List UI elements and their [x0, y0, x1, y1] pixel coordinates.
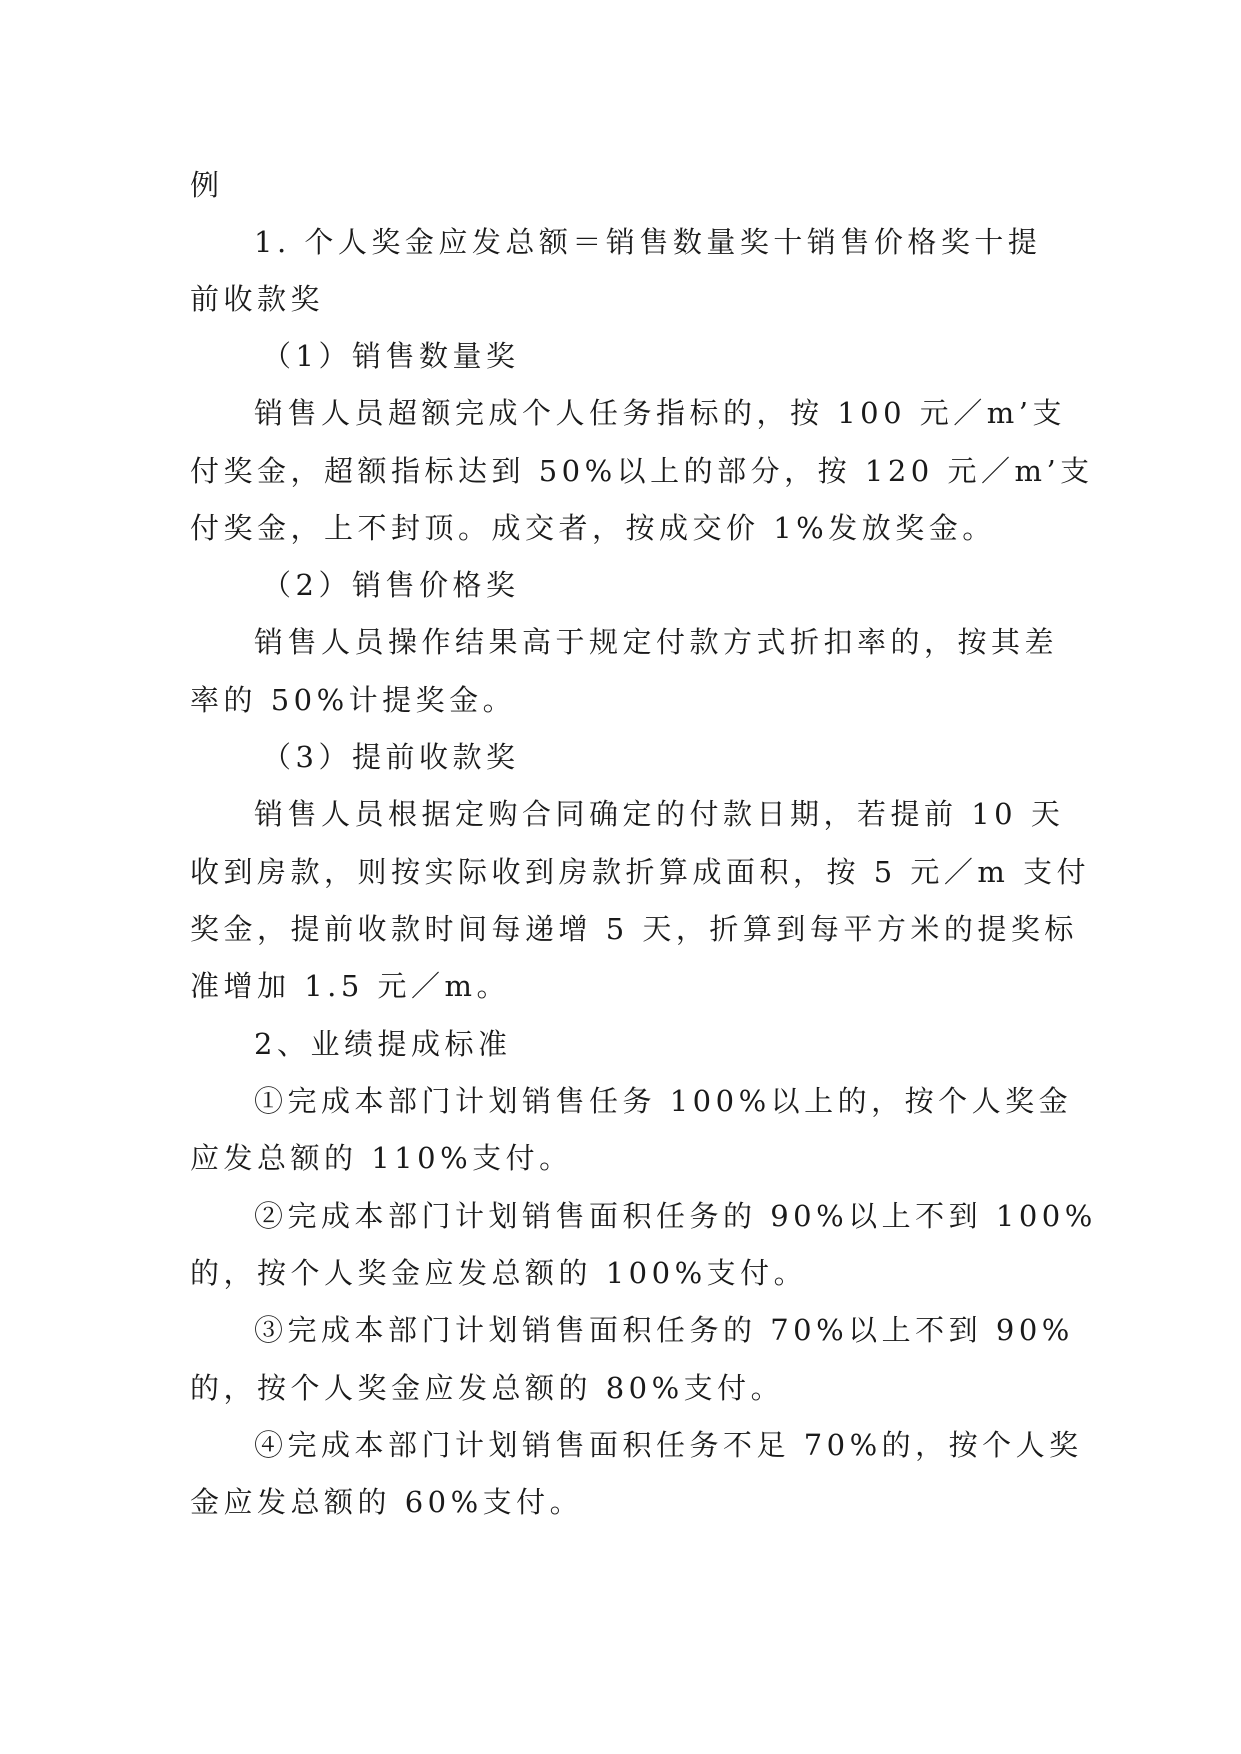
text-line: 率的 50%计提奖金。	[190, 683, 517, 717]
text-line: 销售人员根据定购合同确定的付款日期，若提前 10 天	[254, 797, 1065, 831]
text-line: 前收款奖	[190, 282, 325, 316]
section-heading: （1）销售数量奖	[262, 339, 520, 373]
text-line: 准增加 1.5 元／m。	[190, 969, 511, 1003]
section-heading: （2）销售价格奖	[262, 568, 520, 602]
section-heading: 2、业绩提成标准	[254, 1027, 512, 1061]
text-line: 收到房款，则按实际收到房款折算成面积，按 5 元／m 支付	[190, 855, 1091, 889]
text-line: 付奖金，上不封顶。成交者，按成交价 1%发放奖金。	[190, 511, 996, 545]
text-line: 应发总额的 110%支付。	[190, 1141, 573, 1175]
text-line: ②完成本部门计划销售面积任务的 90%以上不到 100%	[254, 1199, 1097, 1233]
section-heading: （3）提前收款奖	[262, 740, 520, 774]
text-line: 的，按个人奖金应发总额的 100%支付。	[190, 1256, 808, 1290]
text-line: 销售人员操作结果高于规定付款方式折扣率的，按其差	[254, 625, 1059, 659]
text-line: 例	[190, 168, 224, 202]
text-line: 的，按个人奖金应发总额的 80%支付。	[190, 1371, 785, 1405]
text-line: 付奖金，超额指标达到 50%以上的部分，按 120 元／m’支	[190, 454, 1094, 488]
text-line: 1. 个人奖金应发总额＝销售数量奖十销售价格奖十提	[254, 225, 1042, 259]
text-line: 奖金，提前收款时间每递增 5 天，折算到每平方米的提奖标	[190, 912, 1078, 946]
text-line: 销售人员超额完成个人任务指标的，按 100 元／m’支	[254, 396, 1067, 430]
text-line: ④完成本部门计划销售面积任务不足 70%的，按个人奖	[254, 1428, 1083, 1462]
text-line: ①完成本部门计划销售任务 100%以上的，按个人奖金	[254, 1084, 1073, 1118]
text-line: ③完成本部门计划销售面积任务的 70%以上不到 90%	[254, 1313, 1074, 1347]
text-line: 金应发总额的 60%支付。	[190, 1485, 584, 1519]
